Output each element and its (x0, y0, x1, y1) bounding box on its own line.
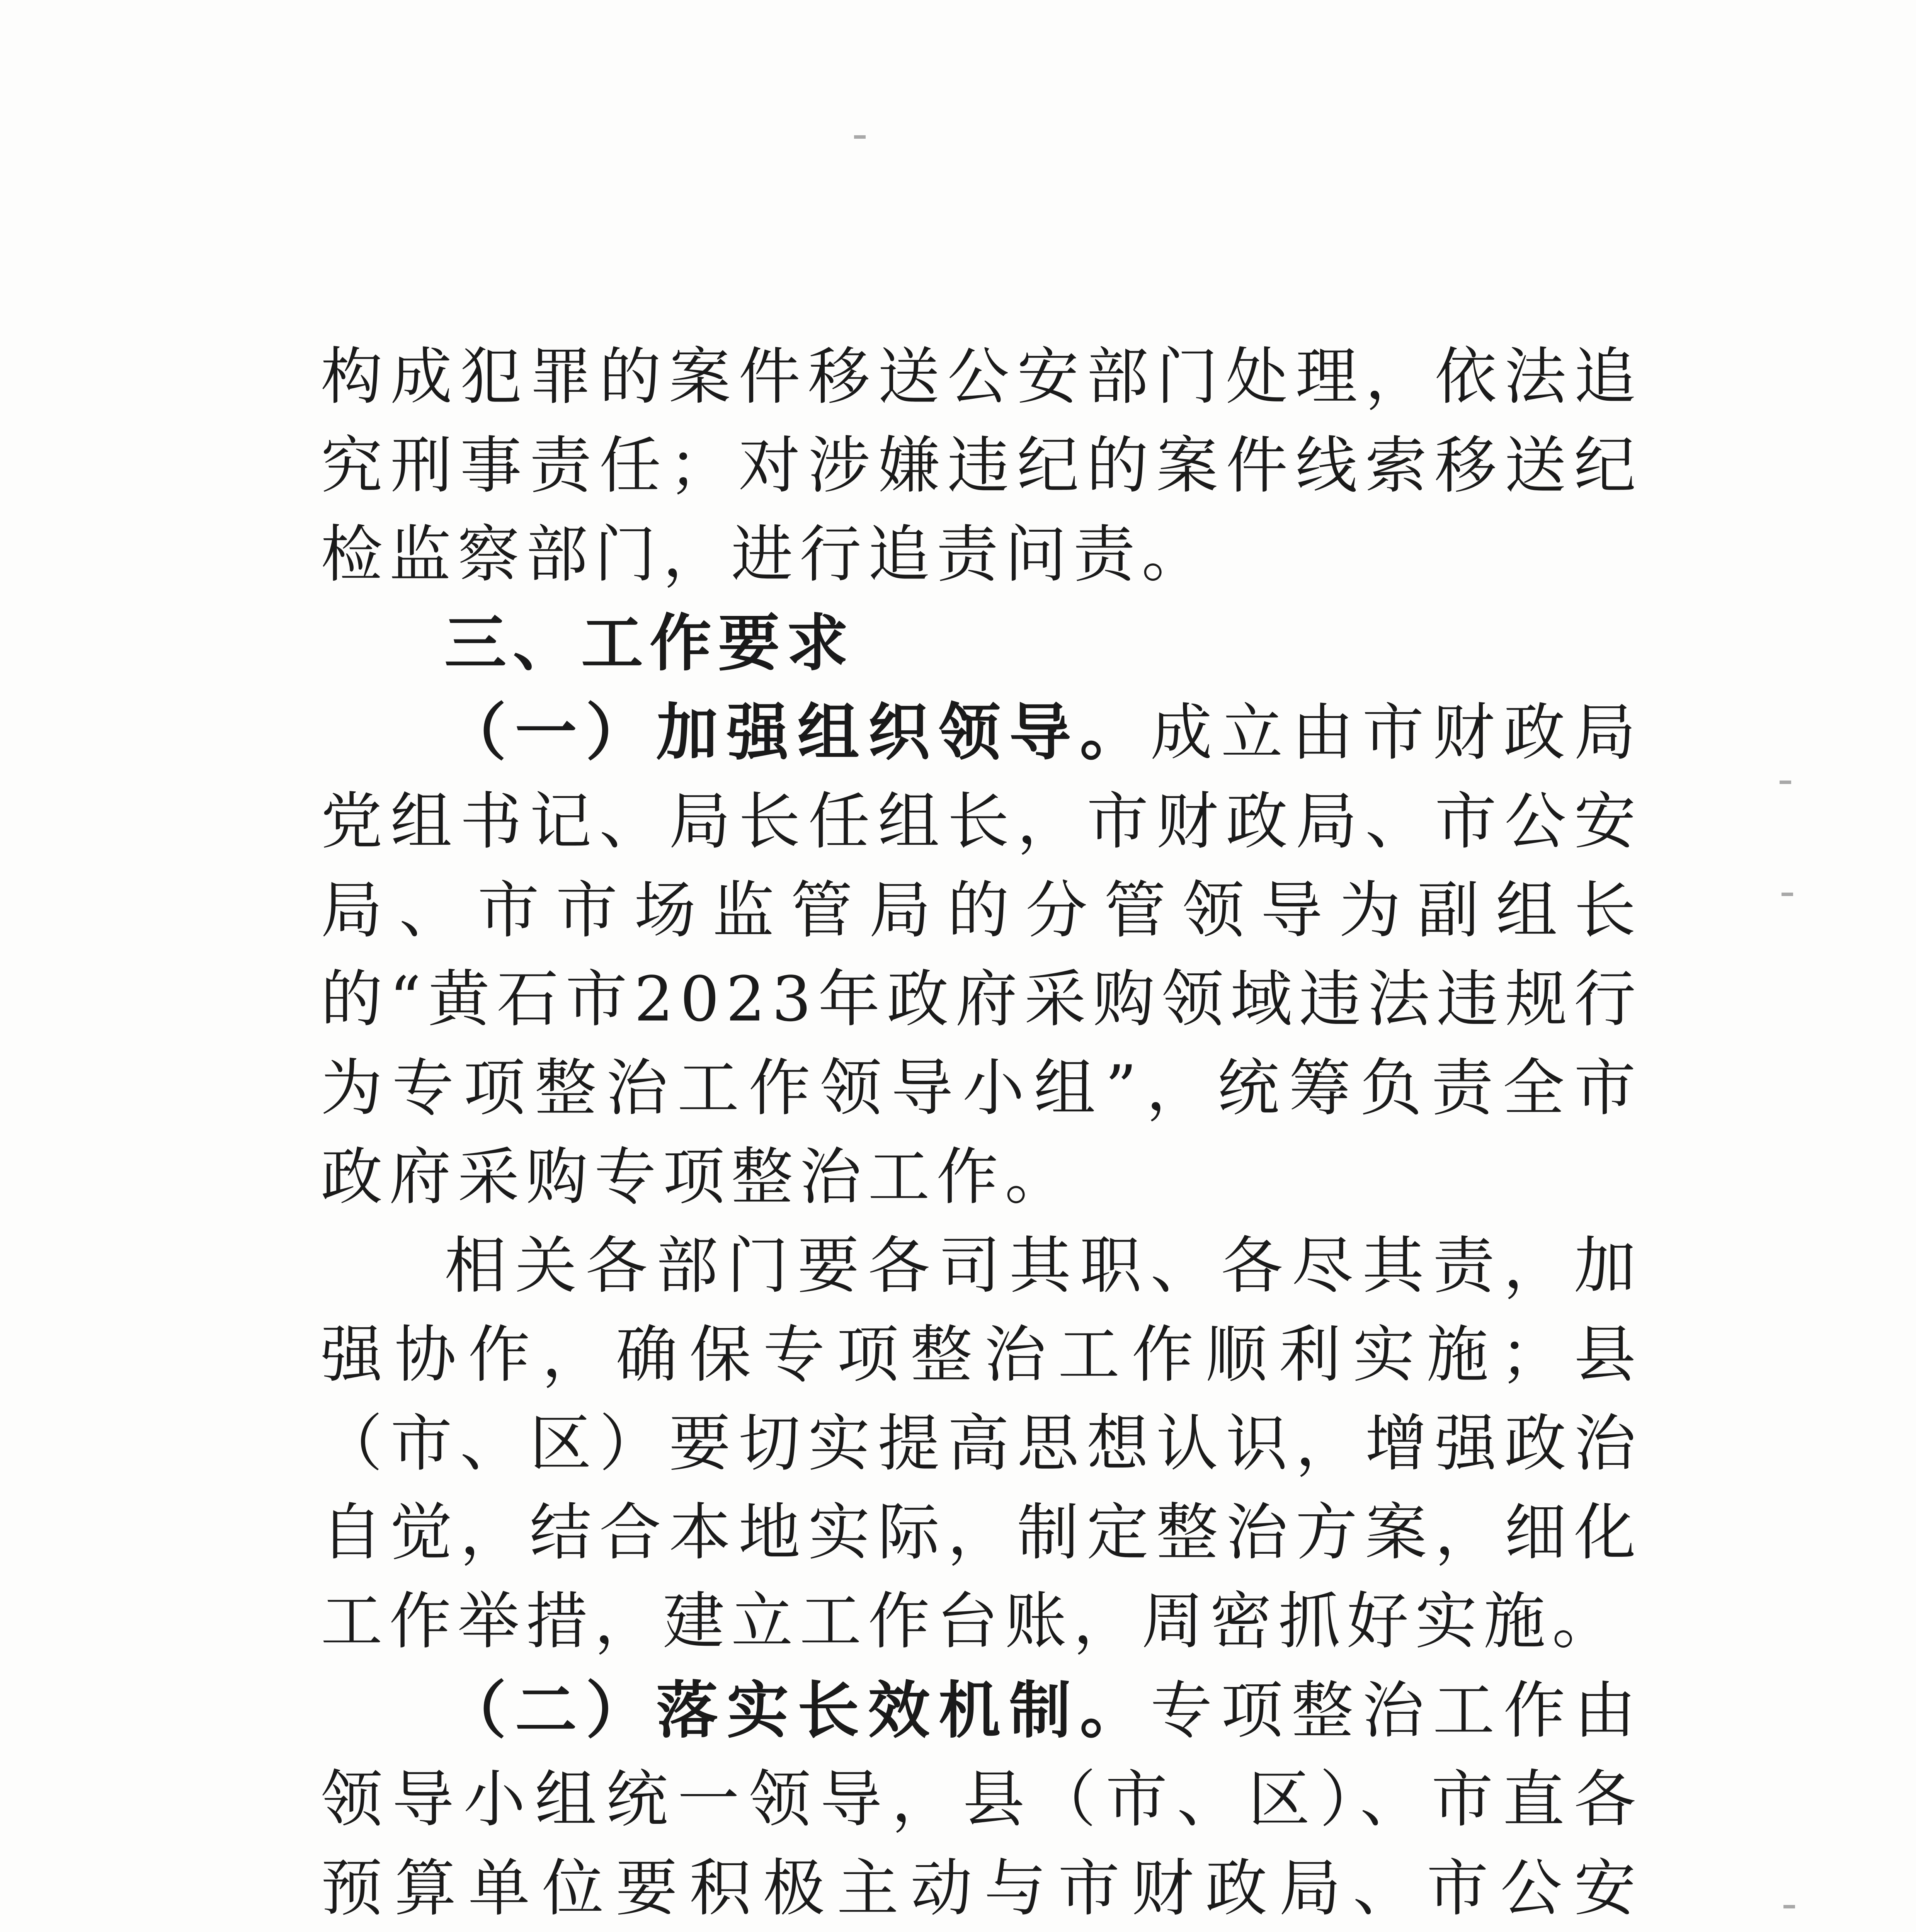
scan-mark (1782, 893, 1793, 896)
item-heading-2: （二）落实长效机制。 (444, 1674, 1150, 1747)
scan-mark (1783, 1905, 1795, 1908)
item-paragraph-2 (321, 1666, 1642, 1932)
scan-mark (854, 135, 866, 139)
section-heading: 三、工作要求 (444, 607, 855, 679)
item-body-2: 专项整治工作由领导小组统一领导，县（市、区）、市直各预算单位要积极主动与市财政局、市公安 (321, 1674, 1642, 1924)
scan-mark (1780, 781, 1791, 784)
paragraph-continuation: 构成犯罪的案件移送公安部门处理，依法追究刑事责任；对涉嫌违纪的案件线索移送纪检监察部门，进行追责问责。 (321, 340, 1642, 590)
item-heading-1: （一）加强组织领导。 (444, 696, 1150, 769)
body-text (321, 332, 1642, 1932)
item-body-1: 成立由市财政局党组书记、局长任组长，市财政局、市公安局、市市场监管局的分管领导为副组长的“黄石市2023年政府采购领域违法违规行为专项整治工作领导小组”，统筹负责全市政府采购专项整治工作。 (321, 696, 1642, 1213)
item-paragraph-1 (321, 688, 1642, 1221)
paragraph-departments: 相关各部门要各司其职、各尽其责，加强协作，确保专项整治工作顺利实施；县（市、区）要切实提高思想认识，增强政治自觉，结合本地实际，制定整治方案，细化工作举措，建立工作台账，周密抓好实施。 (321, 1230, 1642, 1657)
